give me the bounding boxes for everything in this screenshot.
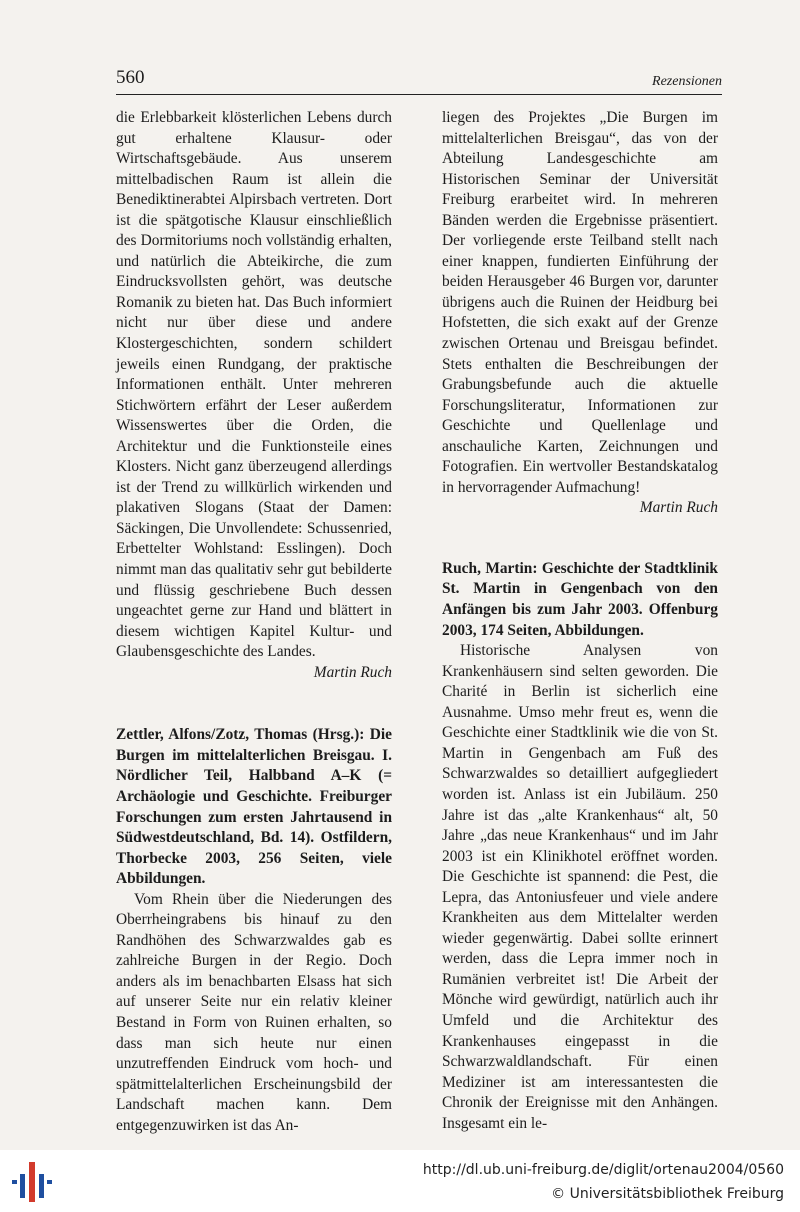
page-number: 560	[116, 67, 145, 88]
review1-signature: Martin Ruch	[313, 663, 392, 681]
ub-freiburg-logo-icon	[12, 1160, 52, 1204]
review1-continuation-text: die Erlebbarkeit klösterlichen Lebens durch gut erhaltene Klausur- oder Wirtschaftsgebäude. Aus unserem mittelbadischen Raum ist allein die Benediktinerabtei Alpirsbach vertreten. Dort ist die spätgotische Klausur einschließlich des Dormitoriums noch vollständig erhalten, und natürlich die Abteikirche, die zum Eindrucksvollsten gehört, was deutsche Romanik zu bieten hat. Das Buch informiert nicht nur über diese und andere Klostergeschichten, sondern schildert jeweils einen Rundgang, der praktische Informationen enthält. Unter mehreren Stichwörtern erfährt der Leser außerdem Wissenswertes über die Orden, die Architektur und die Funktionsteile eines Klosters. Nicht ganz überzeugend allerdings ist der Trend zu willkürlich wirkenden und plakativen Slogans (Staat der Damen: Säckingen, Die Unvollendete: Schussenried, Erbettelter Wohlstand: Esslingen). Doch nimmt man das qualitativ sehr gut bebilderte und flüssig geschriebene Buch dessen ungeachtet gerne zur Hand und blättert in diesem wichtigen Kapitel Kultur- und Glaubensgeschichte des Landes.	[116, 109, 392, 661]
review2-text: Vom Rhein über die Niederungen des Oberrheingrabens bis hinauf zu den Randhöhen des Schwarzwaldes gab es zahlreiche Burgen in der Regio. Doch anders als im benachbarten Elsass hat sich auf unserer Seite nur ein relativ kleiner Bestand in Form von Ruinen erhalten, so dass man sich heute nur einen unzutreffenden Eindruck vom hoch- und spätmittelalterlichen Erscheinungsbild der Landschaft machen kann. Dem entgegenzuwirken ist das An-	[116, 890, 392, 1134]
source-url-link[interactable]: http://dl.ub.uni-freiburg.de/diglit/ortenau2004/0560	[422, 1162, 784, 1178]
review2-heading: Zettler, Alfons/Zotz, Thomas (Hrsg.): Die Burgen im mittelalterlichen Breisgau. I. Nördlicher Teil, Halbband A–K (= Archäologie und Geschichte. Freiburger Forschungen zum ersten Jahrtausend in Südwestdeutschland, Bd. 14). Ostfildern, Thorbecke 2003, 256 Seiten, viele Abbildungen.	[116, 726, 392, 888]
page-header	[116, 66, 722, 95]
right-column	[442, 108, 718, 1134]
review2-signature: Martin Ruch	[639, 499, 718, 517]
running-head: Rezensionen	[652, 74, 722, 89]
review2-continuation-text: liegen des Projektes „Die Burgen im mittelalterlichen Breisgau“, das von der Abteilung Landesgeschichte am Historischen Seminar der Universität Freiburg erarbeitet wird. In mehreren Bänden werden die Ergebnisse präsentiert. Der vorliegende erste Teilband stellt nach einer knappen, fundierten Einführung der beiden Herausgeber 46 Burgen vor, darunter übrigens auch die Ruinen der Heidburg bei Hofstetten, die sich exakt auf der Grenze zwischen Ortenau und Breisgau befindet. Stets enthalten die Beschreibungen der Grabungsbefunde auch die aktuelle Forschungsliteratur, Informationen zur Geschichte und Quellenlage und anschauliche Karten, Zeichnungen und Fotografien. Ein wertvoller Bestandskatalog in hervorragender Aufmachung!	[442, 109, 718, 496]
copyright-notice: © Universitätsbibliothek Freiburg	[551, 1186, 784, 1202]
footer-bar	[0, 1150, 800, 1212]
review3-heading: Ruch, Martin: Geschichte der Stadtklinik St. Martin in Gengenbach von den Anfängen bis zum Jahr 2003. Offenburg 2003, 174 Seiten, Abbildungen.	[442, 559, 718, 639]
review3-text: Historische Analysen von Krankenhäusern sind selten geworden. Die Charité in Berlin ist sicherlich eine Ausnahme. Umso mehr freut es, wenn die Geschichte einer Stadtklinik wie die von St. Martin in Gengenbach am Fuß des Schwarzwaldes so detailliert aufgegliedert worden ist. Anlass ist ein Jubiläum. 250 Jahre ist das „alte Krankenhaus“ alt, 50 Jahre „das neue Krankenhaus“ und im Jahr 2003 ist ein Klinikhotel eröffnet worden. Die Geschichte ist spannend: die Pest, die Lepra, das Antoniusfeuer und viele andere Krankheiten aus dem Mittelalter werden wieder gegenwärtig. Dabei sollte erinnert werden, dass die Lepra immer noch in Rumänien verbreitet ist! Die Arbeit der Mönche wird gewürdigt, natürlich auch ihr Umfeld und die Architektur des Krankenhauses eingepasst in die Schwarzwaldlandschaft. Für einen Mediziner ist am interessantesten die Chronik der Ereignisse mit den Anhängen. Insgesamt ein le-	[442, 642, 718, 1132]
left-column	[116, 108, 392, 1136]
